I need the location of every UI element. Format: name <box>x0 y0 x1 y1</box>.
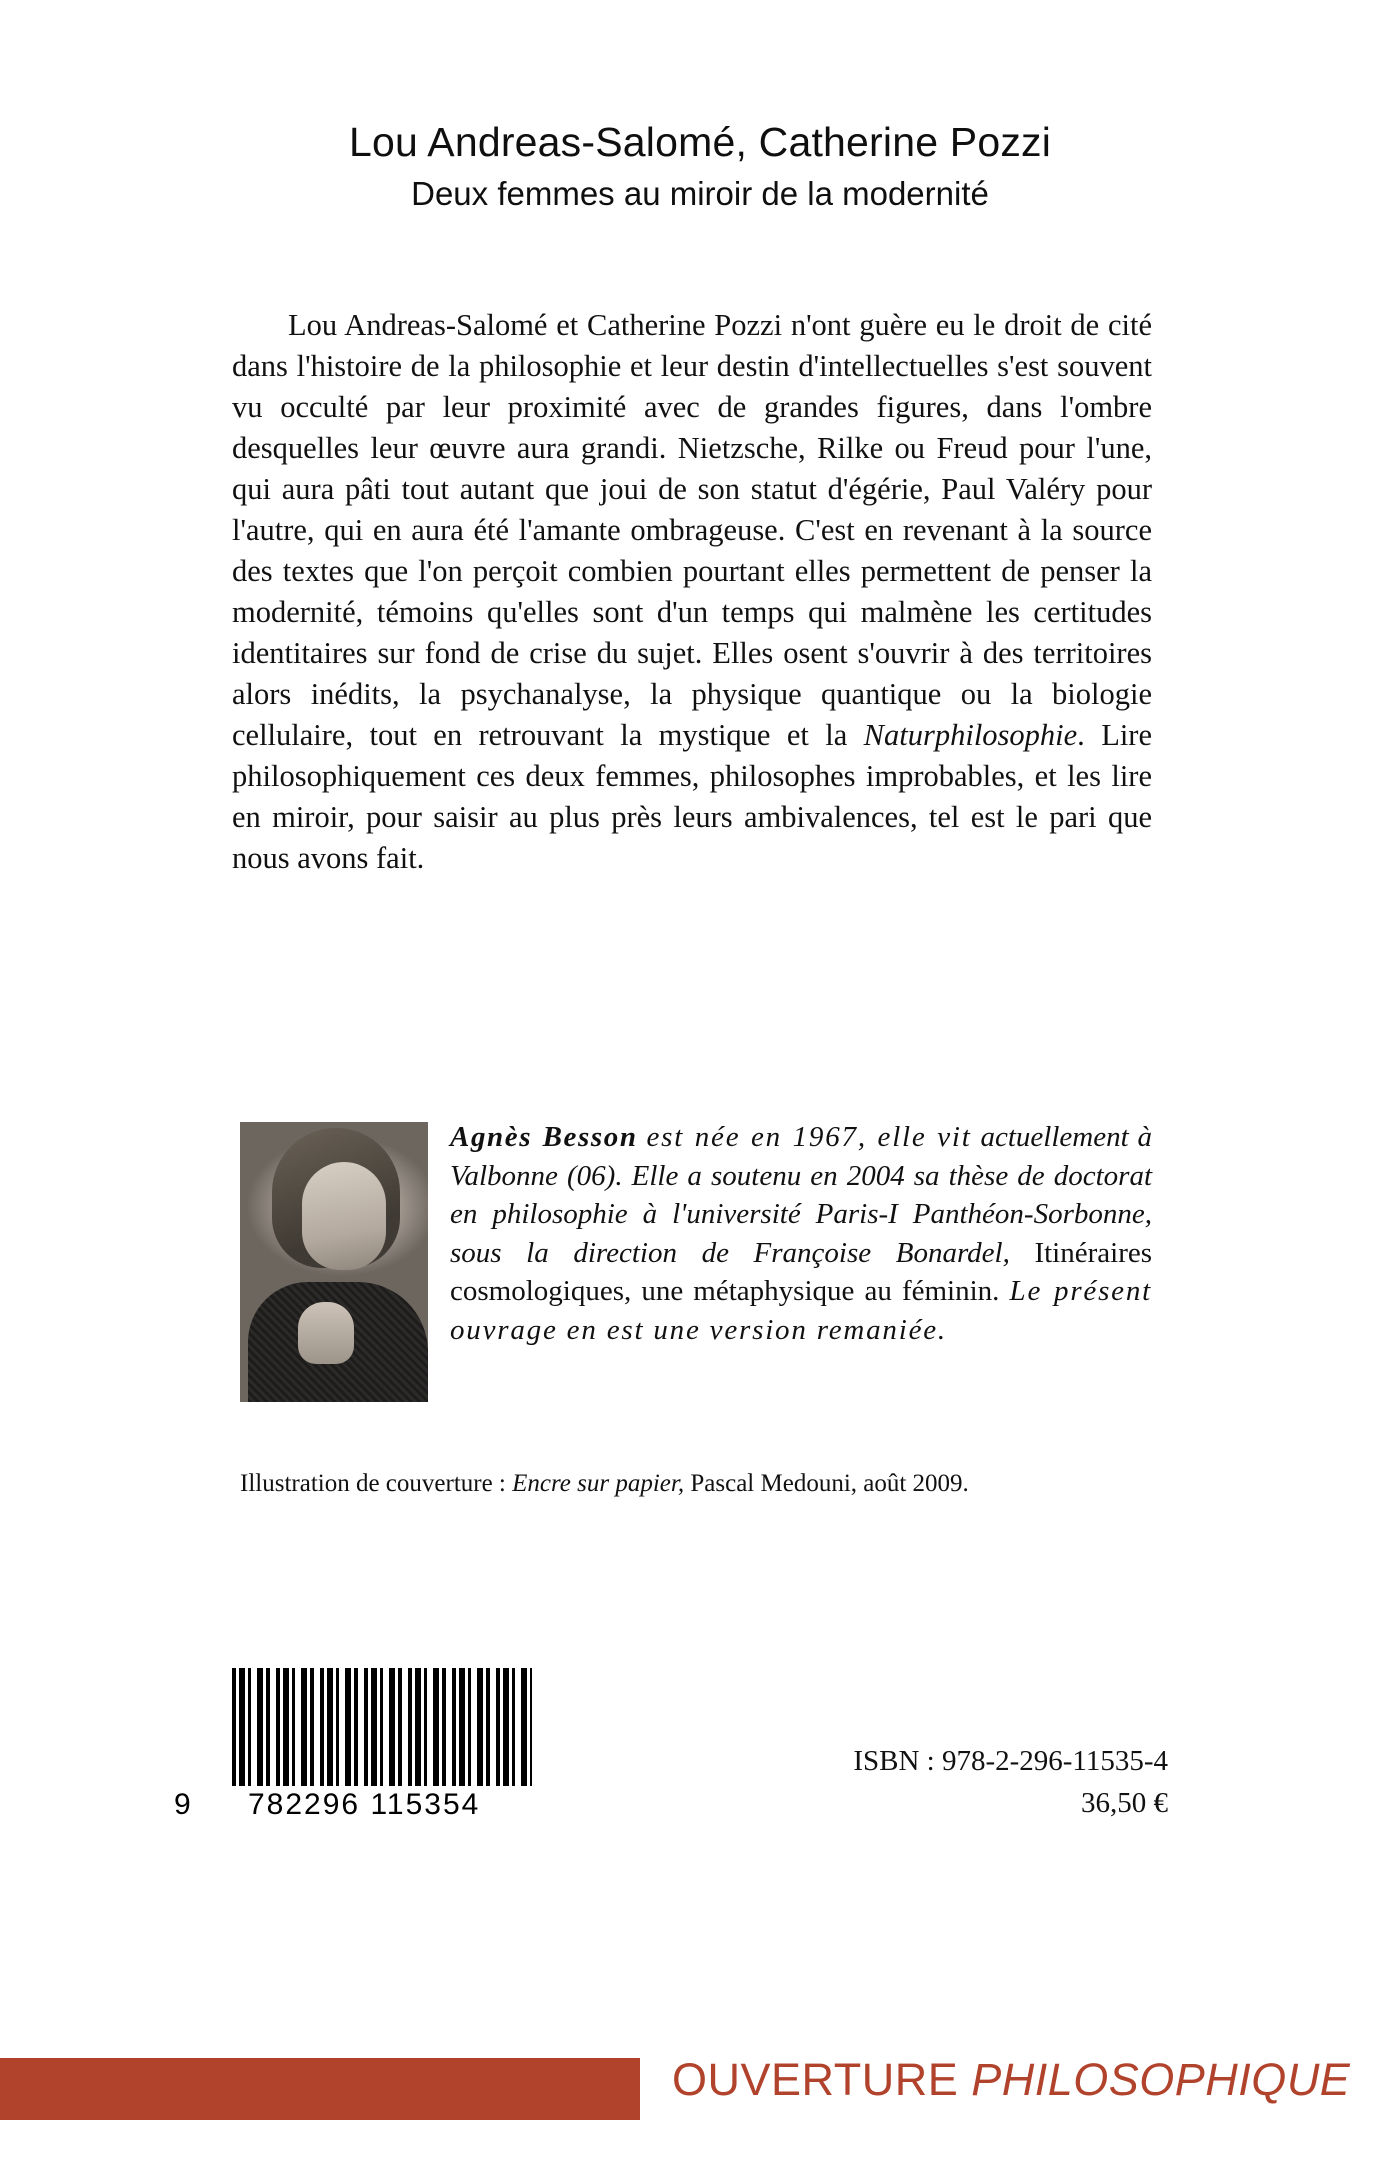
isbn-label: ISBN : 978-2-296-11535-4 <box>853 1745 1168 1777</box>
collection-name <box>672 2054 1350 2106</box>
credit-artwork-title: Encre sur papier, <box>512 1470 685 1497</box>
author-bio-line-c: Le présent ouvrage en est une version remaniée. <box>450 1275 1153 1346</box>
collection-band <box>0 2054 1400 2120</box>
author-bio-line-a: est née en 1967, elle vit <box>646 1121 972 1153</box>
credit-prefix: Illustration de couverture : <box>240 1470 513 1497</box>
credit-suffix: Pascal Medouni, août 2009. <box>684 1470 969 1497</box>
author-portrait <box>240 1122 428 1402</box>
collection-band-bar <box>0 2058 640 2120</box>
price-label: 36,50 € <box>1081 1787 1168 1820</box>
cover-illustration-credit <box>240 1470 1160 1498</box>
portrait-face <box>302 1162 386 1270</box>
collection-word-regular: OUVERTURE <box>672 2054 959 2105</box>
barcode-image <box>232 1668 532 1786</box>
isbn-block <box>853 1740 1168 1824</box>
page-title: Lou Andreas-Salomé, Catherine Pozzi <box>348 119 1052 165</box>
blurb-part-2: . Lire philosophiquement ces deux femmes, philosophes improbables, et les lire en miroir, pour saisir au plus près leurs ambivalences, tel est le pari que nous avons fait. <box>232 718 1152 876</box>
title-block <box>0 118 1400 214</box>
author-name: Agnès Besson <box>450 1121 638 1153</box>
page-subtitle: Deux femmes au miroir de la modernité <box>411 175 989 213</box>
author-bio-block <box>240 1118 1152 1408</box>
barcode-main-digits: 782296 115354 <box>248 1788 481 1821</box>
barcode-lead-digit: 9 <box>174 1788 193 1821</box>
collection-word-italic: PHILOSOPHIQUE <box>971 2054 1351 2105</box>
barcode-area <box>174 1668 562 1822</box>
blurb-text <box>232 305 1152 879</box>
barcode-digits <box>174 1788 562 1822</box>
author-bio-line-b: actuellement à Valbonne (06). Elle a soutenu en 2004 sa thèse de doctorat en philosophie à l'université Paris-I Panthéon-Sorbonne, sous la direction de Françoise Bonardel, <box>450 1121 1152 1269</box>
author-thesis-title: Itinéraires cosmologiques, une métaphysique au féminin. <box>450 1236 1153 1308</box>
blurb-italic-term: Naturphilosophie <box>863 718 1078 753</box>
blurb-part-1: Lou Andreas-Salomé et Catherine Pozzi n'ont guère eu le droit de cité dans l'histoire de la philosophie et leur destin d'intellectuelles s'est souvent vu occulté par leur proximité avec de grandes figures, dans l'ombre desquelles leur œuvre aura grandi. Nietzsche, Rilke ou Freud pour l'une, qui aura pâti tout autant que joui de son statut d'égérie, Paul Valéry pour l'autre, qui en aura été l'amante ombrageuse. C'est en revenant à la source des textes que l'on perçoit combien pourtant elles permettent de penser la modernité, témoins qu'elles sont d'un temps qui malmène les certitudes identitaires sur fond de crise du sujet. Elles osent s'ouvrir à des territoires alors inédits, la psychanalyse, la physique quantique ou la biologie cellulaire, tout en retrouvant la mystique et la <box>232 308 1152 753</box>
portrait-hand <box>298 1302 354 1364</box>
